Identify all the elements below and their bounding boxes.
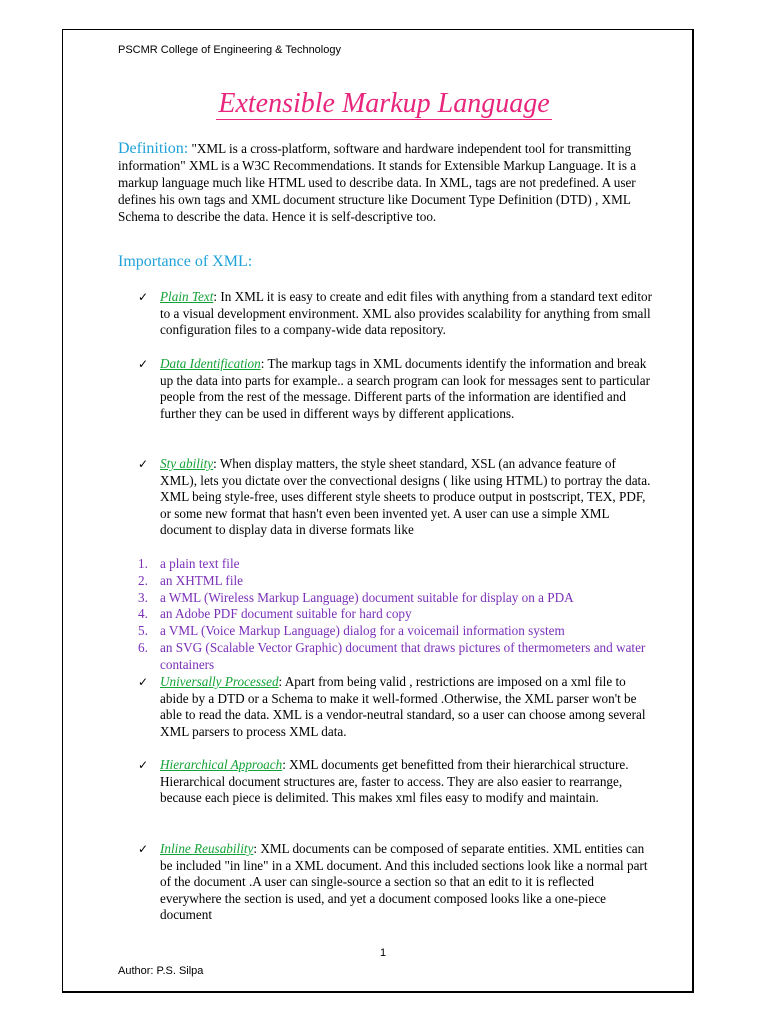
format-list	[118, 556, 658, 674]
importance-item-inline-reusability	[138, 841, 652, 924]
definition-paragraph	[118, 140, 652, 225]
item-term: Hierarchical Approach	[160, 757, 283, 772]
item-text: : When display matters, the style sheet standard, XSL (an advance feature of XML), lets you dictate over the convectional designs ( like using HTML) to portray the data. XML being style-free, uses different style sheets to produce output in postscript, TEX, PDF, or some new format that hasn't even been invented yet. A user can use a simple XML document to display data in diverse formats like	[160, 456, 651, 538]
item-term: Plain Text	[160, 289, 214, 304]
page-footer-author: Author: P.S. Silpa	[118, 965, 204, 977]
format-list-item	[118, 590, 658, 607]
list-number: 6.	[138, 639, 148, 655]
item-term: Sty ability	[160, 456, 214, 471]
importance-item-hierarchical-approach	[138, 757, 652, 807]
format-list-item	[118, 573, 658, 590]
checkmark-icon: ✓	[138, 758, 149, 772]
item-text: : XML documents can be composed of separate entities. XML entities can be included "in line" in a XML document. And this included sections look like a normal part of the document .A user can single-source a section so that an edit to it is reflected everywhere the section is used, and yet a document composed looks like a one-piece document	[160, 841, 648, 923]
list-text: a plain text file	[160, 556, 240, 571]
item-text: : The markup tags in XML documents identify the information and break up the data into parts for example.. a search program can look for messages sent to particular people from the rest of the message. Different parts of the information are identified and further they can be used in different ways by different applications.	[160, 356, 650, 421]
list-number: 5.	[138, 623, 148, 639]
checkmark-icon: ✓	[138, 457, 149, 471]
item-text: : XML documents get benefitted from their hierarchical structure. Hierarchical document structures are, faster to access. They are also easier to rearrange, because each piece is delimited. This makes xml files easy to modify and maintain.	[160, 757, 629, 806]
list-text: a WML (Wireless Markup Language) document suitable for display on a PDA	[160, 589, 574, 605]
document-title	[0, 86, 768, 122]
list-number: 2.	[138, 572, 148, 588]
document-title-text: Extensible Markup Language	[218, 88, 550, 119]
importance-item-plain-text	[138, 289, 652, 339]
checkmark-icon: ✓	[138, 357, 149, 371]
format-list-item	[118, 640, 658, 674]
importance-item-data-identification	[138, 356, 652, 422]
list-text: an Adobe PDF document suitable for hard copy	[160, 606, 412, 622]
checkmark-icon: ✓	[138, 290, 149, 304]
list-text: an XHTML file	[160, 572, 244, 588]
list-text: an SVG (Scalable Vector Graphic) document that draws pictures of thermometers and water containers	[160, 639, 646, 672]
item-text: : Apart from being valid , restrictions are imposed on a xml file to abide by a DTD or a Schema to make it well-formed .Otherwise, the XML parser won't be able to read the data. XML is a vendor-neutral standard, so a user can choose among several XML parsers to process XML data.	[160, 674, 646, 739]
item-term: Universally Processed	[160, 674, 279, 689]
format-list-item	[118, 623, 658, 640]
item-term: Data Identification	[160, 356, 261, 371]
definition-label: Definition:	[118, 140, 189, 157]
importance-item-style-ability	[138, 456, 652, 539]
definition-text: "XML is a cross-platform, software and hardware independent tool for transmitting information" XML is a W3C Recommendations. It stands for Extensible Markup Language. It is a markup language much like HTML used to describe data. In XML, tags are not predefined. A user defines his own tags and XML document structure like Document Type Definition (DTD) , XML Schema to describe the data. Hence it is self-descriptive too.	[118, 141, 637, 224]
checkmark-icon: ✓	[138, 842, 149, 856]
item-term: Inline Reusability	[160, 841, 254, 856]
checkmark-icon: ✓	[138, 675, 149, 689]
page-number: 1	[380, 947, 387, 959]
importance-heading: Importance of XML:	[118, 253, 253, 270]
importance-item-universally-processed	[138, 674, 652, 740]
page-header: PSCMR College of Engineering & Technology	[118, 44, 341, 56]
list-number: 1.	[138, 556, 148, 571]
item-text: : In XML it is easy to create and edit files with anything from a standard text editor to a visual development environment. XML also provides scalability for anything from small configuration files to a company-wide data repository.	[160, 289, 652, 338]
format-list-item	[118, 556, 658, 573]
format-list-item	[118, 606, 658, 623]
list-number: 3.	[138, 589, 148, 605]
list-number: 4.	[138, 606, 148, 622]
list-text: a VML (Voice Markup Language) dialog for a voicemail information system	[160, 623, 565, 639]
